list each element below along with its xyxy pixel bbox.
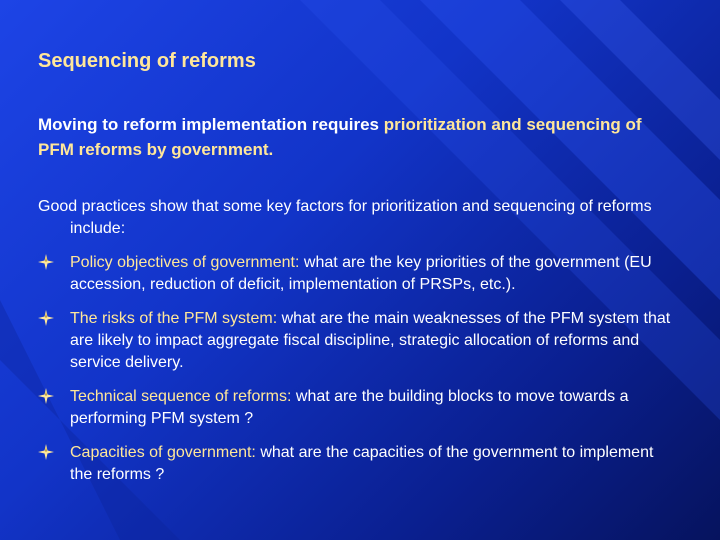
factor-keyword: Technical sequence of reforms: xyxy=(70,388,292,405)
intro-text: Moving to reform implementation requires xyxy=(38,115,384,134)
factor-text: what are the main weaknesses of the PFM system that are likely to impact aggregate fiscal discipline, strategic allocation of reforms and service delivery. xyxy=(70,310,671,371)
list-item xyxy=(38,308,678,374)
list-item xyxy=(38,386,678,430)
factor-text: what are the key priorities of the government (EU accession, reduction of deficit, implementation of PRSPs, etc.). xyxy=(70,254,652,293)
slide-title: Sequencing of reforms xyxy=(38,50,256,72)
intro-paragraph xyxy=(38,112,678,162)
list-item xyxy=(38,442,678,486)
factor-text: what are the capacities of the government to implement the reforms ? xyxy=(70,444,654,483)
factor-text: what are the building blocks to move towards a performing PFM system ? xyxy=(70,388,629,427)
intro-highlight: prioritization and sequencing of PFM reforms by government. xyxy=(38,115,642,159)
list-item xyxy=(38,252,678,296)
lead-paragraph: Good practices show that some key factors for prioritization and sequencing of reforms include: xyxy=(38,198,652,237)
diamond-star-icon xyxy=(38,388,54,404)
diamond-star-icon xyxy=(38,444,54,460)
factor-keyword: The risks of the PFM system: xyxy=(70,310,278,327)
factor-keyword: Capacities of government: xyxy=(70,444,256,461)
factor-list xyxy=(38,252,678,486)
diamond-star-icon xyxy=(38,254,54,270)
factor-keyword: Policy objectives of government: xyxy=(70,254,300,271)
diamond-star-icon xyxy=(38,310,54,326)
